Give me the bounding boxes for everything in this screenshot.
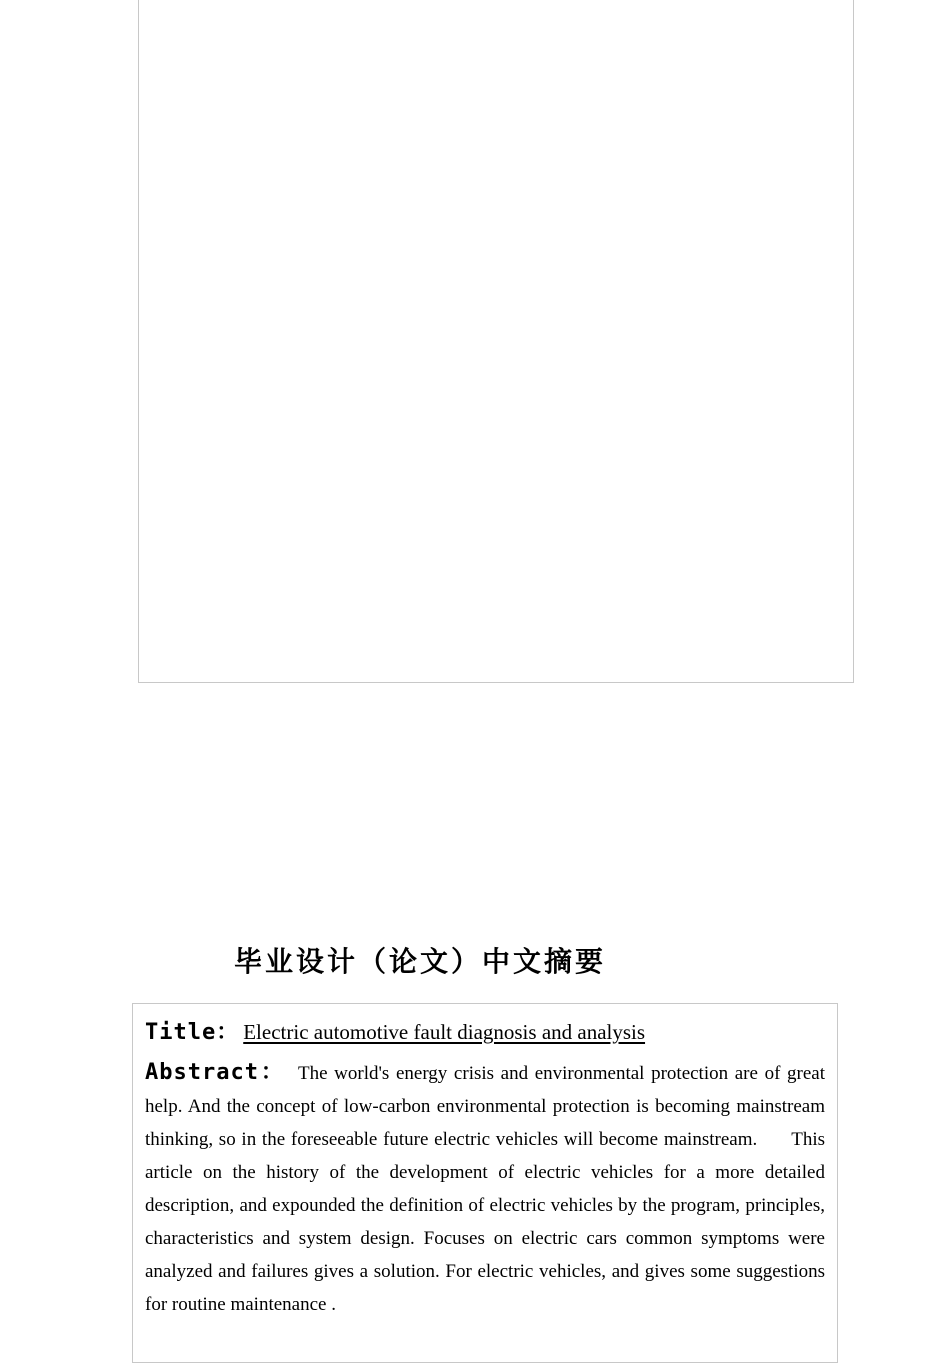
abstract-text: The world's energy crisis and environmental protection are of great help. And the concept of low-carbon environmental protection is becoming mainstream thinking, so in the foreseeable future electric vehicles will become mainstream. This article on the history of the development of electric vehicles for a more detailed description, and expounded the definition of electric vehicles by the program, principles, characteristics and system design. Focuses on electric cars common symptoms were analyzed and failures gives a solution. For electric vehicles, and gives some suggestions for routine maintenance . [145,1063,830,1315]
title-label: Title： [145,1020,240,1045]
page-heading: 毕业设计（论文）中文摘要 [234,945,607,978]
abstract-paragraph [145,1056,830,1321]
abstract-box [132,1003,838,1363]
blank-page-frame [138,0,854,683]
title-value: Electric automotive fault diagnosis and analysis [243,1020,646,1044]
abstract-label: Abstract： [145,1060,286,1085]
title-line [145,1012,825,1052]
